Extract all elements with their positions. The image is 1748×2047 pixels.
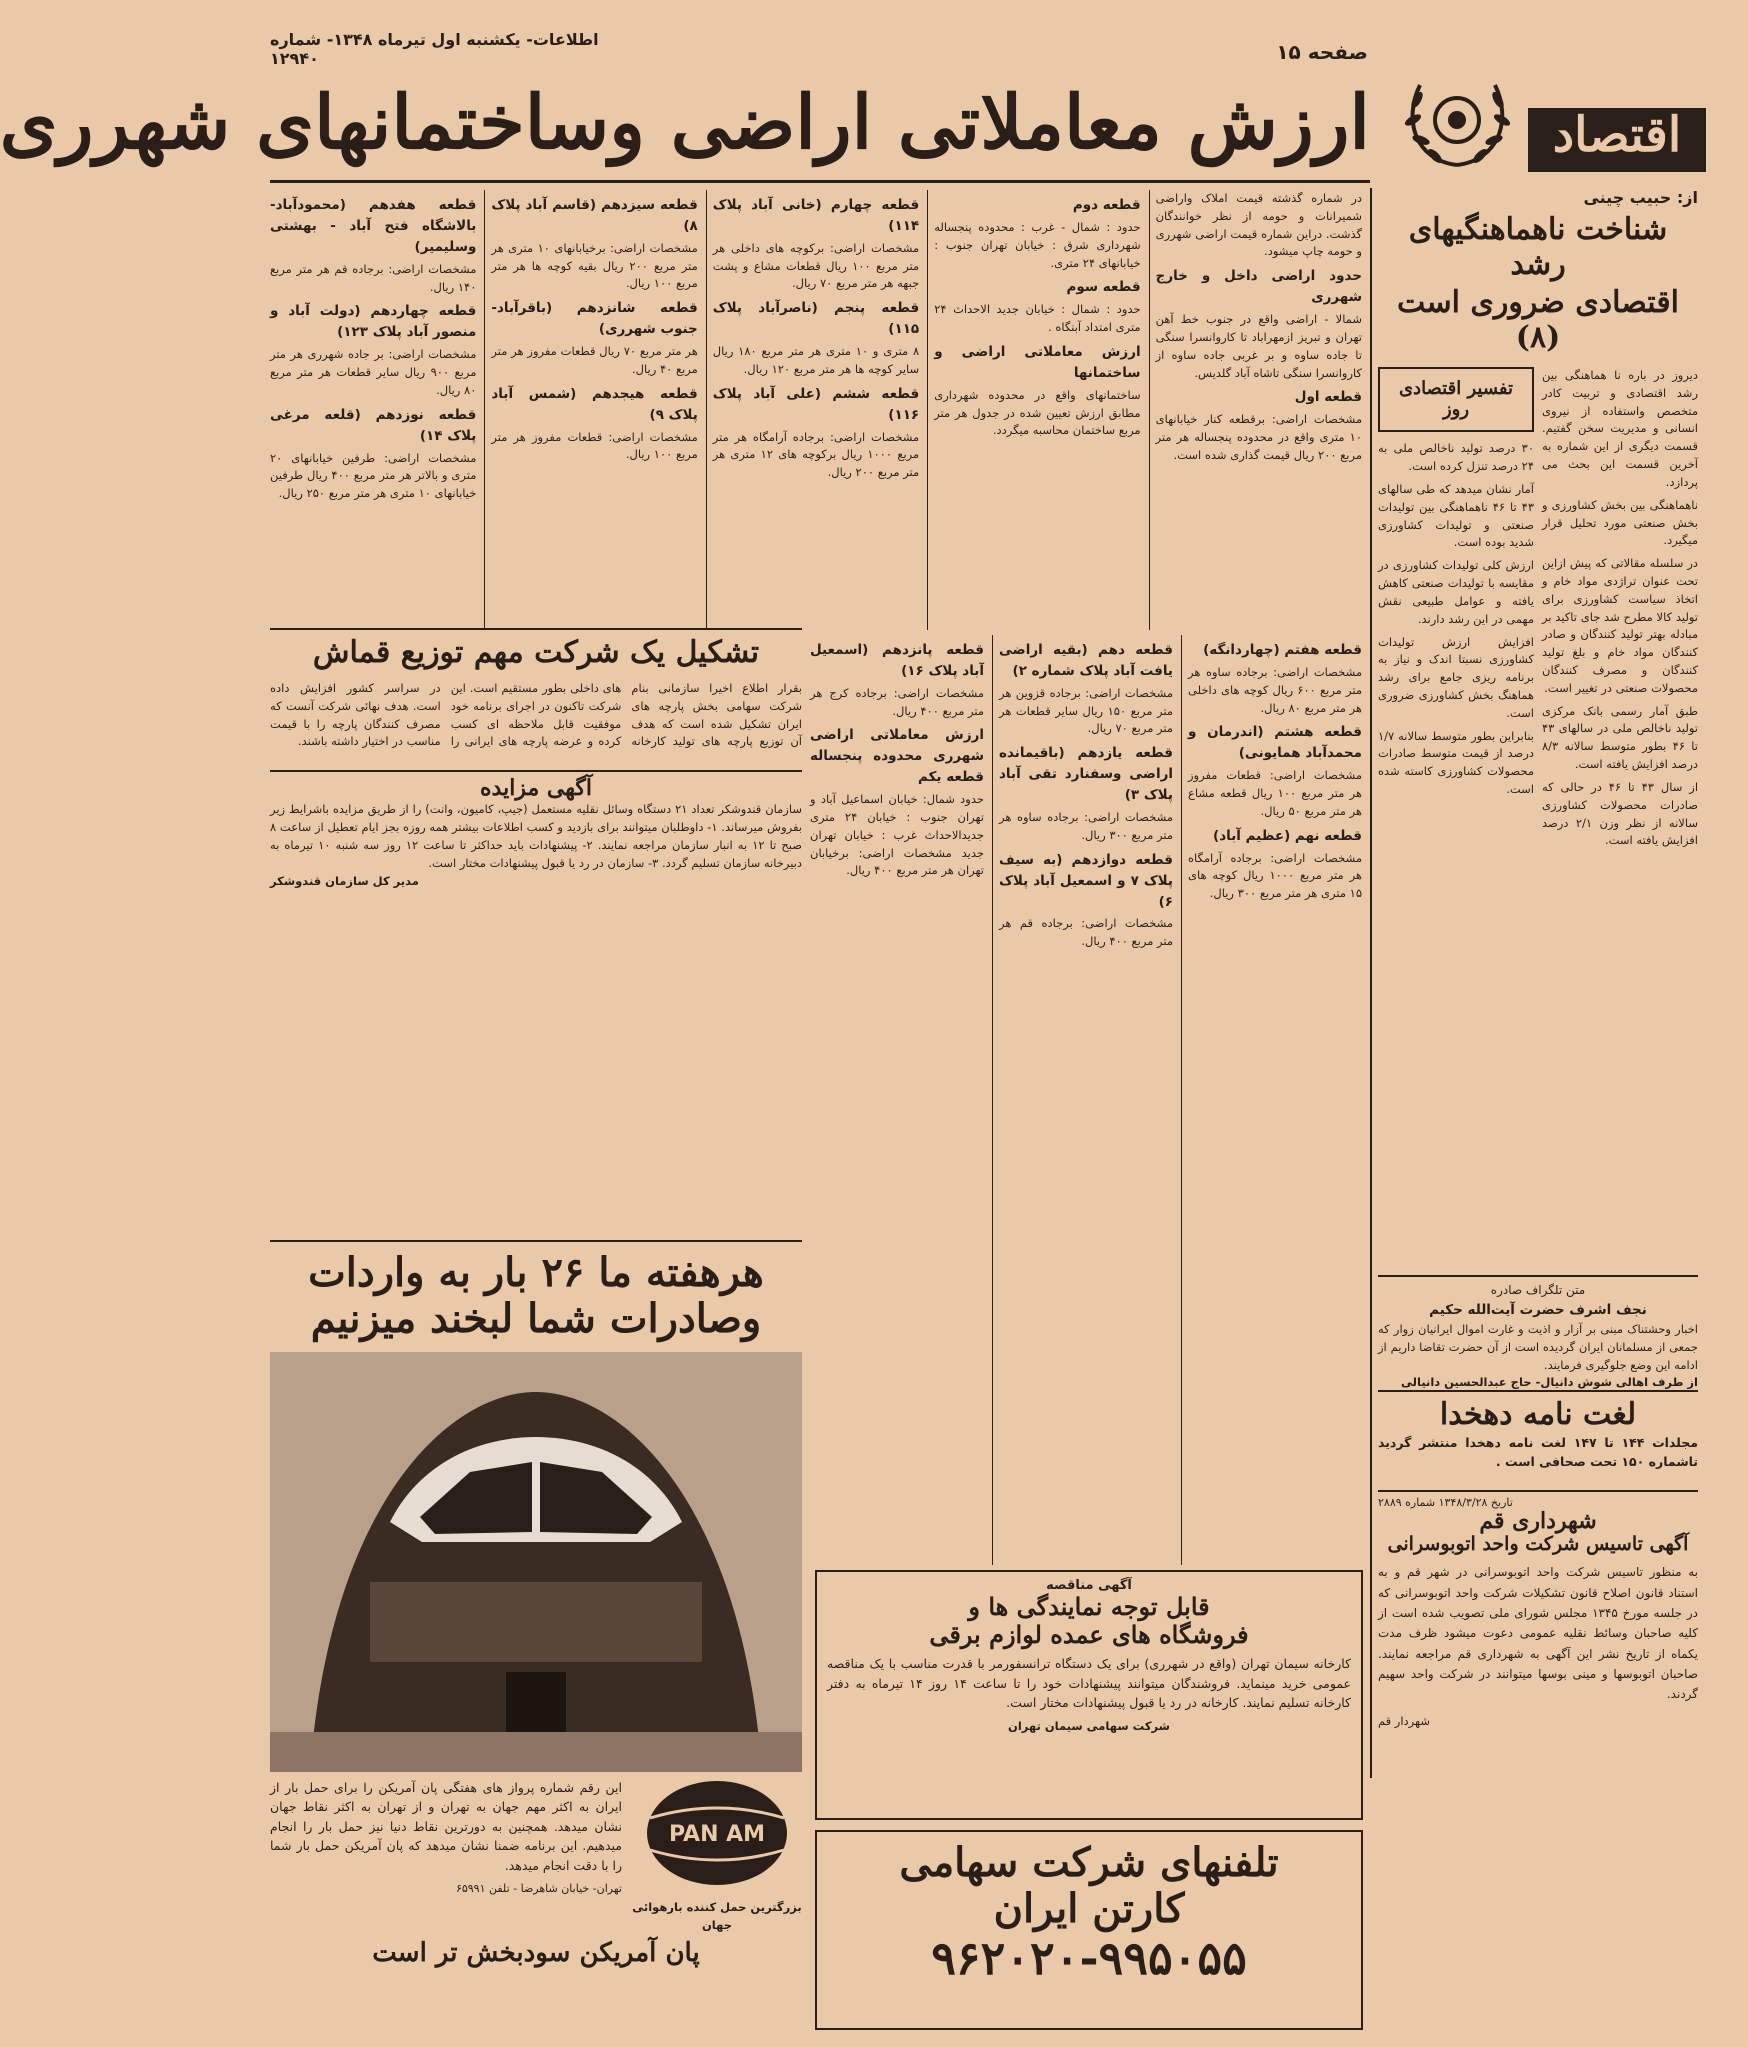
headline-rule [270,180,1370,183]
cement-tender [815,1570,1363,1820]
qom-date: تاریخ ۱۳۴۸/۳/۲۸ شماره ۲۸۸۹ [1378,1496,1513,1509]
land-column [810,635,984,1565]
article-title-1: شناخت ناهماهنگیهای رشد [1408,212,1668,282]
parcel-title: قطعه دوازدهم (به سیف پلاک ۷ و اسمعیل آباد پلاک ۶) [999,851,1174,910]
dictionary-title: لغت نامه دهخدا [1439,1397,1637,1432]
parcel-title: قطعه چهاردهم (دولت آباد و منصور آباد پلاک ۱۲۳) [269,303,477,341]
parcel-title: قطعه هفدهم (محمودآباد- بالاشگاه فتح آباد - بهشتی وسلیمیر) [269,197,477,255]
land-column [706,190,919,630]
parcel-text: مشخصات اراضی: برجاده قزوین هر متر مربع ۱۵۰ ریال سایر قطعات هر متر مربع ۷۰ ریال. [999,685,1173,736]
fabric-headline: تشکیل یک شرکت مهم توزیع قماش [312,635,760,670]
center-heading: ارزش معاملاتی اراضی شهرری محدوده پنجساله قطعه یکم [810,727,984,786]
telegram-subtitle: نجف اشرف حضرت آیت‌الله حکیم [1429,1302,1647,1318]
parcel-title: قطعه سوم [1066,279,1141,296]
telegram-signature: از طرف اهالی شوش دانیال- حاج عبدالحسین دانیالی [1401,1375,1698,1390]
parcel-title: قطعه اول [1294,389,1362,406]
parcel-text: مشخصات اراضی: برجاده قم هر متر مربع ۴۰۰ ریال. [999,916,1173,949]
parcel-text: مشخصات اراضی: قطعات مفروز هر متر مربع ۱۰۰ ریال. [491,429,698,462]
parcel-title: قطعه یازدهم (باقیمانده اراضی وسفنارد تقی آباد پلاک ۳) [999,745,1173,804]
parcel-text: مشخصات اراضی: برکوچه های داخلی هر متر مربع ۱۰۰ ریال قطعات مشاع و پشت جبهه هر متر مربع ۷۰ ریال. [712,240,920,291]
parcel-title: قطعه ششم (علی آباد پلاک ۱۱۶) [712,385,920,423]
article-paragraph: در سلسله مقالاتی که پیش ازاین تحت عنوان تراژدی مواد خام و اتخاذ سیاست کشاورزی برای تولید کالا مطرح شد جای تاکید بر مبادله بهتر تولید کنندگان و صادر کنندگان مواد خام و بلغ تولید کنندگان و مصرف کنندگان محصولات صنعتی در تغییر است. [1542,556,1698,695]
telegram-body: اخبار وحشتناک مبنی بر آزار و اذیت و غارت اموال ایرانیان زوار که جمعی از مسلمانان ایران گردیده است از آن حضرت تقاضا داریم از ادامه این وضع جلوگیری فرمایند. [1378,1322,1698,1372]
panam-headline-1: هرهفته ما ۲۶ بار به واردات [308,1249,764,1296]
center-text: حدود شمال: خیابان اسماعیل آباد و تهران جنوب : خیابان ۲۴ متری جدیدالاحداث غرب : خیابان تهران جدید مشخصات اراضی: برخیابان تهران هر متر مربع ۴۰۰ ریال. [810,792,984,878]
article-paragraph: ۳۰ درصد تولید ناخالص ملی به ۲۴ درصد تنزل کرده است. [1378,441,1534,474]
land-column [270,190,476,630]
article-title-2: اقتصادی ضروری است (۸) [1396,285,1680,355]
auction-sign: مدیر کل سازمان قندوشکر [270,873,419,888]
wreath-logo [1395,60,1520,180]
article-paragraph: ارزش کلی تولیدات کشاورزی در مقایسه با تولیدات صنعتی کاهش یافته و عوامل طبیعی نقش مهمی در این رشد دارند. [1378,558,1534,626]
article-column-right [1542,367,1698,855]
dictionary-ad [1378,1390,1698,1485]
issue-line: اطلاعات- یکشنبه اول تیرماه ۱۳۴۸- شماره ۱۲۹۴۰ [270,30,599,68]
page-number: صفحه ۱۵ [1276,40,1368,64]
parcel-title: ارزش معاملاتی اراضی و ساختمانها [934,343,1141,381]
panam-address: تهران- خیابان شاهرضا - تلفن ۶۵۹۹۱ [455,1881,622,1895]
panam-caption: بزرگترین حمل کننده بارهوائی جهان [632,1900,802,1932]
land-values-middle [810,635,1362,1565]
cement-sign: شرکت سهامی سیمان تهران [1008,1719,1170,1734]
cement-title-2: فروشگاه های عمده لوازم برقی [929,1619,1249,1649]
parcel-text: مشخصات اراضی: بر جاده شهرری هر متر مربع ۹۰۰ ریال سایر قطعات هر متر مربع ۸۰ ریال. [269,347,477,397]
parcel-text: حدود : شمال : خیابان جدید الاحداث ۲۴ متری امتداد آبنگاه . [934,302,1141,335]
qom-subtitle: آگهی تاسیس شرکت واحد اتوبوسرانی [1387,1533,1689,1556]
carton-line-2: کارتن ایران [993,1885,1185,1932]
carton-phone: ۹۶۲۰۲۰-۹۹۵۰۵۵ [931,1931,1247,1985]
airplane-image [270,1352,802,1772]
parcel-text: ساختمانهای واقع در محدوده شهرداری مطابق ارزش تعیین شده در جدول هر متر مربع ساختمان محاسبه میگردد. [934,387,1141,438]
auction-title: آگهی مزایده [480,775,592,801]
parcel-text: مشخصات اراضی: قطعات مفروز هر متر مربع ۱۰۰ ریال قطعه مشاع هر متر مربع ۵۰ ریال. [1188,768,1362,818]
panam-logo: PAN AM [668,1822,766,1847]
article-paragraph: افزایش ارزش تولیدات کشاورزی نسبتا اندک و نیاز به برنامه ریزی جامع برای رشد هماهنگ بخش کشاورزی ضروری است. [1378,634,1534,720]
article-author: از: حبیب چینی [1583,188,1698,207]
qom-title: شهرداری قم [1479,1508,1597,1534]
panam-text: این رقم شماره پرواز های هفتگی پان آمریکن را برای حمل بار از ایران به اکثر مهم جهان به تهران و از تهران به اکثر نقاط جهان نشان میدهد. همچنین به دورترین نقاط دنیا نیز حمل بار را انجام میدهیم. این برنامه ضمنا نشان میدهد که پان آمریکن حمل بار شما را با دقت انجام میدهد. [270,1780,622,1873]
carton-line-1: تلفنهای شرکت سهامی [899,1839,1279,1886]
parcel-text: شمالا - اراضی واقع در جنوب خط آهن تهران و تبریز ازمهراباد تا کاروانسرا سنگی تا جاده ساوه و بر غربی جاده ساوه از کاروانسرا سنگی تاشاه آباد گلدیس. [1155,312,1362,380]
parcel-title: قطعه شانزدهم (باقرآباد- جنوب شهرری) [491,300,698,338]
parcel-title: قطعه دوم [1072,197,1141,213]
land-column [484,190,697,630]
parcel-title: قطعه هیجدهم (شمس آباد پلاک ۹) [491,385,698,423]
parcel-text: مشخصات اراضی: برجاده ساوه هر متر مربع ۶۰۰ ریال کوچه های داخلی هر متر مربع ۸۰ ریال. [1188,664,1362,715]
parcel-text: مشخصات اراضی: برجاده آرامگاه هر متر مربع ۱۰۰۰ ریال برکوچه های ۱۲ متری هر متر مربع ۲۰۰ ریال. [712,429,920,480]
parcel-text: مشخصات اراضی: برجاده ساوه هر متر مربع ۳۰۰ ریال. [999,810,1173,842]
auction-ad [270,770,802,1070]
parcel-text: مشخصات اراضی: برخیابانهای ۱۰ متری هر متر مربع ۲۰۰ ریال بقیه کوچه ها هر متر مربع ۱۰۰ ریال. [491,240,698,291]
cement-title-1: قابل توجه نمایندگی ها و [968,1592,1210,1621]
main-headline: ارزش معاملاتی اراضی وساختمانهای شهرری [0,80,1370,166]
parcel-text: ۸ متری و ۱۰ متری هر متر مربع ۱۸۰ ریال سایر کوچه ها هر متر مربع ۱۲۰ ریال. [712,344,920,376]
auction-body: سازمان قندوشکر تعداد ۲۱ دستگاه وسائل نقلیه مستعمل (جیپ، کامیون، وانت) را از طریق مزایده باشرایط زیر بفروش میرساند. ۱- داوطلبان میتوانند برای بازدید و کسب اطلاعات بیشتر همه روزه بجز ایام تعطیل از ساعت ۸ صبح تا ۱۲ به انبار سازمان مراجعه نمایند. ۲- پیشنهادات باید حداکثر تا ساعت ۱۲ روز سه شنبه ۱۰ تیرماه به دبیرخانه سازمان تسلیم گردد. ۳- سازمان در رد یا قبول پیشنهادات مختار است. [270,802,802,870]
land-intro: در شماره گذشته قیمت املاک واراضی شمیرانات و حومه از نظر خوانندگان گذشت. دراین شماره قیمت اراضی شهرری و حومه چاپ میشود. [1155,191,1362,259]
article-paragraph: آمار نشان میدهد که طی سالهای ۴۳ تا ۴۶ ناهماهنگی بین تولیدات صنعتی و تولیدات کشاورزی شدید بوده است. [1378,482,1535,550]
telegram-title: متن تلگراف صادره [1490,1283,1586,1297]
parcel-title: قطعه هشتم (اندرمان و محمدآباد همایونی) [1188,724,1362,762]
section-rule [270,628,802,630]
land-column [1181,635,1362,1565]
panam-headline-2: وصادرات شما لبخند میزنیم [310,1295,762,1342]
land-column [992,635,1173,1565]
article-paragraph: طبق آمار رسمی بانک مرکزی تولید ناخالص ملی در سالهای ۴۳ تا ۴۶ بطور متوسط سالانه ۸/۳ درصد افزایش یافته است. [1542,703,1698,772]
parcel-title: قطعه نهم (عظیم آباد) [1213,827,1362,844]
parcel-text: حدود : شمال - غرب : محدوده پنجساله شهرداری شرق : خیابان تهران جنوب : خیابانهای ۲۴ متری. [934,219,1141,270]
parcel-title: قطعه دهم (بقیه اراضی یافت آباد پلاک شماره ۲) [999,642,1173,679]
economy-day-box: تفسیر اقتصادی روز [1378,367,1534,432]
parcel-text: مشخصات اراضی: برقطعه کنار خیابانهای ۱۰ متری واقع در محدوده پنجساله هر متر مربع ۲۰۰ ریال قیمت گذاری شده است. [1155,412,1362,462]
article-paragraph: ناهماهنگی بین بخش کشاورزی و بخش صنعتی مورد تحلیل قرار میگیرد. [1542,497,1698,548]
land-column [1149,190,1362,630]
fabric-body: بقرار اطلاع اخیرا سازمانی بنام شرکت سهامی بخش پارچه های ایران تشکیل شده است که هدف آن توزیع پارچه های تولید کارخانه های داخلی بطور مستقیم است. این شرکت تاکنون در اجرای برنامه خود موفقیت قابل ملاحظه ای کسب کرده و عرضه پارچه های ایرانی را در سراسر کشور افزایش داده است. هدف نهائی شرکت آنست که مصرف کنندگان پارچه را با قیمت مناسب در اختیار داشته باشند. [270,681,802,749]
land-column [927,190,1140,630]
article-paragraph: بنابراین بطور متوسط سالانه ۱/۷ درصد از قیمت متوسط صادرات محصولات کشاورزی کاسته شده است. [1378,728,1534,796]
parcel-title: قطعه سیزدهم (قاسم آباد پلاک ۸) [491,197,698,234]
article-column-left [1378,367,1534,855]
parcel-title: قطعه پنجم (ناصرآباد پلاک ۱۱۵) [712,300,920,338]
section-title: اقتصاد [1528,108,1706,172]
land-values-top [270,190,1362,630]
article-paragraph: دیروز در باره نا هماهنگی بین رشد اقتصادی و تربیت کادر متخصص واستفاده از نیروی انسانی و مدیریت سخن گفتیم. قسمت دیگری از این شماره به آخرین قسمت این بحث می پردازد. [1542,368,1698,489]
parcel-text: مشخصات اراضی: برجاده آرامگاه هر متر مربع ۱۰۰۰ ریال کوچه های ۱۵ متری هر متر مربع ۳۰۰ ریال. [1188,850,1362,901]
parcel-title: قطعه چهارم (خانی آباد پلاک ۱۱۴) [712,197,920,234]
column-divider [1370,188,1372,1778]
panam-body [270,1778,622,1935]
panam-ad [270,1240,802,2030]
qom-notice [1378,1490,1698,2010]
economy-article [1378,188,1698,1268]
article-paragraph: از سال ۴۳ تا ۴۶ در حالی که صادرات محصولات کشاورزی سالانه از نظر وزن ۲/۱ درصد افزایش یافته است. [1542,779,1699,848]
parcel-text: مشخصات اراضی: طرفین خیابانهای ۲۰ متری و بالاتر هر متر مربع ۴۰۰ ریال طرفین خیابانهای ۱۰ متری هر متر مربع ۲۵۰ ریال. [269,450,477,501]
panam-slogan: پان آمریکن سودبخش تر است [372,1937,700,1968]
qom-sign: شهردار قم [1378,1713,1430,1728]
cement-label: آگهی مناقصه [1046,1578,1132,1593]
parcel-title: حدود اراضی داخل و خارج شهرری [1155,268,1362,306]
dictionary-body: مجلدات ۱۴۴ تا ۱۴۷ لغت نامه دهخدا منتشر گردید تاشماره ۱۵۰ تحت صحافی است . [1378,1434,1699,1469]
telegram-box [1378,1275,1698,1390]
carton-ad [815,1830,1363,2030]
parcel-title: قطعه هفتم (چهاردانگه) [1203,642,1362,658]
qom-body: به منظور تاسیس شرکت واحد اتوبوسرانی در شهر قم و به استناد قانون اصلاح قانون تشکیلات شرکت واحد اتوبوسرانی که در جلسه مورخ ۱۳۴۵ مجلس شورای ملی تصویب شده است از کلیه صاحبان وسائط نقلیه عمومی دعوت میشود ظرف مدت یکماه از تاریخ نشر این آگهی به شهرداری قم مراجعه نمایند. صاحبان اتوبوسها و مینی بوسها میتوانند در شرکت واحد سهیم گردند. [1378,1565,1699,1702]
panam-logo-block [632,1778,802,1935]
parcel-text: مشخصات اراضی: برجاده قم هر متر مربع ۱۴۰ ریال. [269,261,477,294]
parcel-text: هر متر مربع ۷۰ ریال قطعات مفروز هر متر مربع ۴۰ ریال. [491,344,698,376]
cement-body: کارخانه سیمان تهران (واقع در شهرری) برای یک دستگاه ترانسفورمر با قدرت مناسب با یک مناقصه عمومی خرید مینماید. فروشندگان میتوانند پیشنهادات خود را تا ساعت ۱۴ روز ۱۴ تیرماه به دفتر کارخانه تسلیم نمایند. کارخانه در رد یا قبول پیشنهادات مختار است. [827,1656,1352,1710]
parcel-title: قطعه پانزدهم (اسمعیل آباد پلاک ۱۶) [810,642,984,679]
parcel-text: مشخصات اراضی: برجاده کرج هر متر مربع ۴۰۰ ریال. [810,685,984,718]
parcel-title: قطعه نوزدهم (قلعه مرغی پلاک ۱۴) [269,406,477,444]
